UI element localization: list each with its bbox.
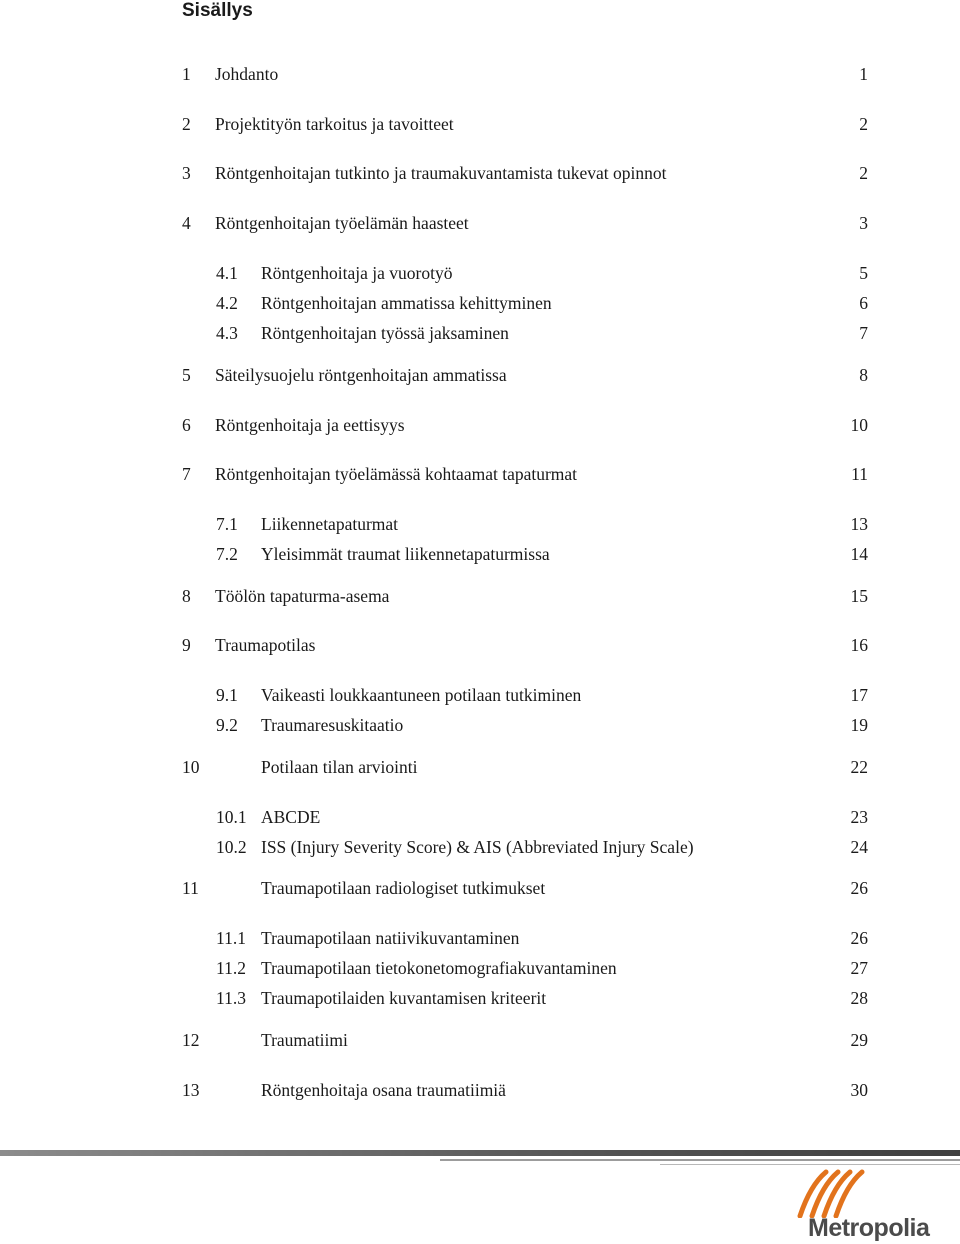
toc-entry-title: Traumapotilaan radiologiset tutkimukset bbox=[261, 878, 546, 898]
toc-entry-page: 28 bbox=[850, 988, 868, 1008]
toc-entry[interactable] bbox=[0, 805, 960, 829]
toc-entry-page: 17 bbox=[850, 685, 868, 705]
toc-entry-page: 27 bbox=[850, 958, 868, 978]
toc-entry-number: 13 bbox=[182, 1080, 200, 1100]
toc-entry[interactable] bbox=[0, 956, 960, 980]
toc-entry[interactable] bbox=[0, 755, 960, 779]
toc-entry[interactable] bbox=[0, 835, 960, 859]
toc-entry-number: 7.1 bbox=[216, 514, 238, 534]
toc-entry-number: 11 bbox=[182, 878, 199, 898]
toc-entry-number: 9.1 bbox=[216, 685, 238, 705]
toc-entry-page: 16 bbox=[850, 635, 868, 655]
toc-entry-title: Johdanto bbox=[215, 64, 279, 84]
toc-entry-page: 23 bbox=[850, 807, 868, 827]
toc-entry-title: Töölön tapaturma-asema bbox=[215, 586, 390, 606]
toc-entry-page: 26 bbox=[850, 928, 868, 948]
footer-bar-hairline bbox=[660, 1164, 960, 1165]
toc-entry[interactable] bbox=[0, 261, 960, 285]
toc-entry-number: 7.2 bbox=[216, 544, 238, 564]
toc-entry-title: Röntgenhoitajan työelämässä kohtaamat tapaturmat bbox=[215, 464, 578, 484]
toc-entry-page: 22 bbox=[850, 757, 868, 777]
toc-entry-title: Röntgenhoitajan tutkinto ja traumakuvantamista tukevat opinnot bbox=[215, 163, 667, 183]
toc-entry[interactable] bbox=[0, 512, 960, 536]
toc-entry-page: 19 bbox=[850, 715, 868, 735]
toc-entry-title: Röntgenhoitaja ja vuorotyö bbox=[261, 263, 453, 283]
toc-entry-page: 1 bbox=[859, 64, 868, 84]
toc-entry-number: 9 bbox=[182, 635, 191, 655]
toc-entry-page: 24 bbox=[850, 837, 868, 857]
toc-entry-title: ISS (Injury Severity Score) & AIS (Abbreviated Injury Scale) bbox=[261, 837, 694, 857]
metropolia-logo bbox=[780, 1168, 950, 1244]
toc-heading: Sisällys bbox=[182, 0, 253, 21]
logo-wordmark: Metropolia bbox=[808, 1214, 930, 1242]
toc-entry-page: 11 bbox=[851, 464, 868, 484]
metropolia-mark-icon bbox=[792, 1168, 882, 1218]
toc-entry-page: 3 bbox=[859, 213, 868, 233]
toc-entry-page: 5 bbox=[859, 263, 868, 283]
toc-entry-number: 10 bbox=[182, 757, 200, 777]
toc-entry-number: 3 bbox=[182, 163, 191, 183]
toc-entry-number: 1 bbox=[182, 64, 191, 84]
toc-entry[interactable] bbox=[0, 1078, 960, 1102]
toc-entry[interactable] bbox=[0, 413, 960, 437]
toc-entry-page: 2 bbox=[859, 114, 868, 134]
toc-entry-number: 4.1 bbox=[216, 263, 238, 283]
toc-entry-number: 12 bbox=[182, 1030, 200, 1050]
toc-entry-number: 7 bbox=[182, 464, 191, 484]
toc-entry-number: 6 bbox=[182, 415, 191, 435]
toc-entry-number: 10.1 bbox=[216, 807, 247, 827]
toc-entry-number: 4.3 bbox=[216, 323, 238, 343]
toc-entry[interactable] bbox=[0, 986, 960, 1010]
toc-entry[interactable] bbox=[0, 633, 960, 657]
toc-entry[interactable] bbox=[0, 291, 960, 315]
toc-entry-page: 26 bbox=[850, 878, 868, 898]
toc-entry-title: Traumapotilaan tietokonetomografiakuvantaminen bbox=[261, 958, 617, 978]
toc-entry[interactable] bbox=[0, 112, 960, 136]
toc-entry-number: 4 bbox=[182, 213, 191, 233]
toc-entry[interactable] bbox=[0, 62, 960, 86]
toc-entry[interactable] bbox=[0, 584, 960, 608]
toc-entry-title: Röntgenhoitajan työelämän haasteet bbox=[215, 213, 469, 233]
toc-entry[interactable] bbox=[0, 211, 960, 235]
toc-entry-number: 11.2 bbox=[216, 958, 246, 978]
toc-entry[interactable] bbox=[0, 926, 960, 950]
toc-entry-page: 15 bbox=[850, 586, 868, 606]
toc-entry-title: Projektityön tarkoitus ja tavoitteet bbox=[215, 114, 454, 134]
toc-entry[interactable] bbox=[0, 876, 960, 900]
toc-entry-title: Röntgenhoitajan ammatissa kehittyminen bbox=[261, 293, 552, 313]
toc-entry[interactable] bbox=[0, 542, 960, 566]
toc-entry-title: Traumaresuskitaatio bbox=[261, 715, 404, 735]
toc-entry[interactable] bbox=[0, 713, 960, 737]
toc-entry-title: Traumapotilaiden kuvantamisen kriteerit bbox=[261, 988, 547, 1008]
toc-entry-title: Traumapotilaan natiivikuvantaminen bbox=[261, 928, 520, 948]
toc-entry-title: Yleisimmät traumat liikennetapaturmissa bbox=[261, 544, 550, 564]
toc-entry-page: 8 bbox=[859, 365, 868, 385]
toc-entry-title: Potilaan tilan arviointi bbox=[261, 757, 418, 777]
toc-entry-page: 7 bbox=[859, 323, 868, 343]
toc-entry-page: 30 bbox=[850, 1080, 868, 1100]
toc-entry-number: 9.2 bbox=[216, 715, 238, 735]
toc-entry-page: 2 bbox=[859, 163, 868, 183]
toc-entry-title: Röntgenhoitajan työssä jaksaminen bbox=[261, 323, 509, 343]
toc-entry[interactable] bbox=[0, 363, 960, 387]
toc-entry-number: 11.3 bbox=[216, 988, 246, 1008]
toc-entry-page: 13 bbox=[850, 514, 868, 534]
toc-entry-number: 5 bbox=[182, 365, 191, 385]
toc-entry[interactable] bbox=[0, 462, 960, 486]
toc-entry-page: 14 bbox=[850, 544, 868, 564]
toc-entry-title: Traumatiimi bbox=[261, 1030, 348, 1050]
toc-entry[interactable] bbox=[0, 321, 960, 345]
toc-entry-page: 29 bbox=[850, 1030, 868, 1050]
toc-entry-title: Liikennetapaturmat bbox=[261, 514, 399, 534]
footer-bar bbox=[0, 1150, 960, 1156]
page-footer bbox=[0, 1140, 960, 1244]
toc-entry-title: ABCDE bbox=[261, 807, 321, 827]
toc-entry-title: Vaikeasti loukkaantuneen potilaan tutkiminen bbox=[261, 685, 582, 705]
toc-entry-number: 4.2 bbox=[216, 293, 238, 313]
toc-entry-title: Röntgenhoitaja ja eettisyys bbox=[215, 415, 405, 435]
toc-entry[interactable] bbox=[0, 161, 960, 185]
toc-entry-title: Traumapotilas bbox=[215, 635, 316, 655]
toc-entry[interactable] bbox=[0, 1028, 960, 1052]
toc-entry-page: 6 bbox=[859, 293, 868, 313]
footer-bar-thin bbox=[440, 1159, 960, 1161]
toc-entry-number: 2 bbox=[182, 114, 191, 134]
toc-entry-title: Röntgenhoitaja osana traumatiimiä bbox=[261, 1080, 506, 1100]
toc-entry-title: Säteilysuojelu röntgenhoitajan ammatissa bbox=[215, 365, 507, 385]
toc-entry-page: 10 bbox=[850, 415, 868, 435]
toc-entry-number: 10.2 bbox=[216, 837, 247, 857]
toc-entry-number: 11.1 bbox=[216, 928, 246, 948]
toc-entry-number: 8 bbox=[182, 586, 191, 606]
toc-entry[interactable] bbox=[0, 683, 960, 707]
